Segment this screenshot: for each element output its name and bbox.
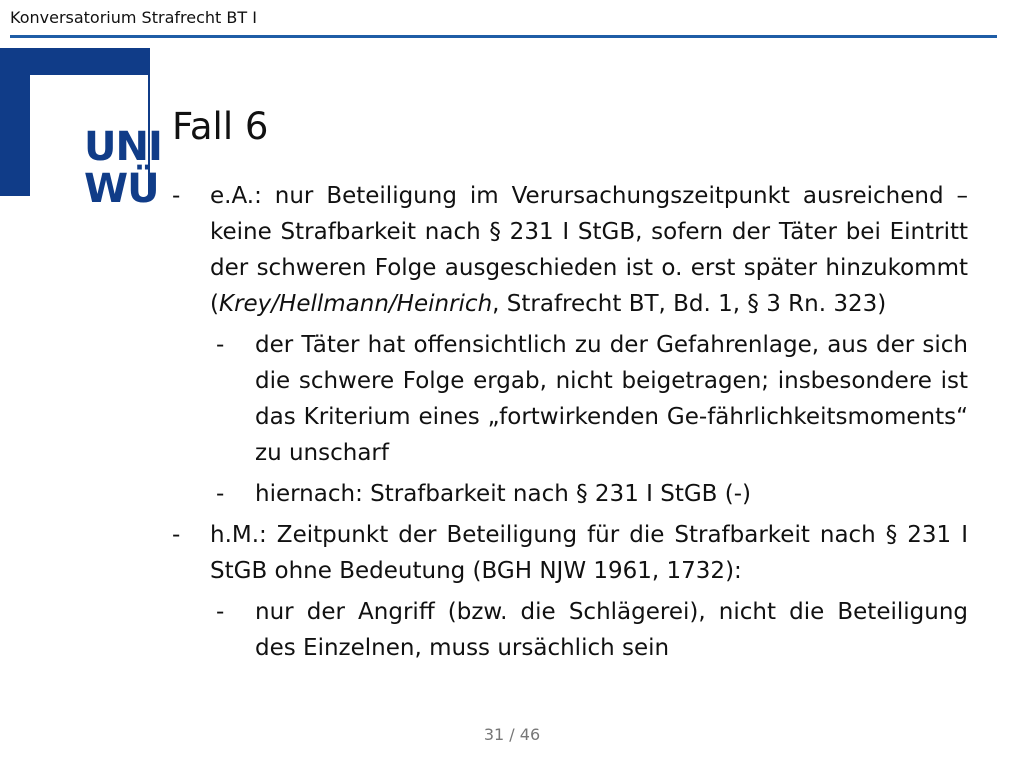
bullet-item: [172, 517, 968, 589]
bullet-dash: -: [172, 183, 181, 209]
bullet-item: [172, 178, 968, 322]
bullet-text-italic: Krey/Hellmann/Heinrich: [218, 291, 493, 317]
logo-line-2: WÜ: [84, 166, 159, 212]
bullet-text: nur der Angriff (bzw. die Schlägerei), nicht die Beteiligung des Einzelnen, muss ursächlich sein: [255, 599, 968, 661]
header-divider: [10, 35, 997, 38]
university-logo: [0, 48, 162, 212]
sub-bullet-item: [172, 476, 968, 512]
slide-title: Fall 6: [172, 105, 269, 148]
bullet-text: h.M.: Zeitpunkt der Beteiligung für die Strafbarkeit nach § 231 I StGB ohne Bedeutung (BGH NJW 1961, 1732):: [210, 522, 968, 584]
bullet-text: hiernach: Strafbarkeit nach § 231 I StGB (-): [255, 481, 752, 507]
bullet-dash: -: [172, 522, 181, 548]
bullet-dash: -: [216, 599, 225, 625]
bullet-text: der Täter hat offensichtlich zu der Gefahrenlage, aus der sich die schwere Folge ergab, nicht beigetragen; insbesondere ist das Kriterium eines „fortwirkenden Ge-fährlichkeitsmoments“ zu unscharf: [255, 332, 968, 466]
bullet-dash: -: [216, 481, 225, 507]
sub-bullet-item: [172, 327, 968, 471]
logo-line-1: UNI: [84, 124, 162, 170]
page-number: 31 / 46: [483, 725, 541, 744]
header-title: Konversatorium Strafrecht BT I: [10, 8, 257, 27]
slide-content: [172, 178, 968, 666]
logo-text: [84, 126, 162, 210]
bullet-dash: -: [216, 332, 225, 358]
bullet-text-part: , Strafrecht BT, Bd. 1, § 3 Rn. 323): [492, 291, 887, 317]
bullet-text: [210, 178, 968, 322]
bullet-text-part: e.A.: nur Beteiligung im Verursachungszeitpunkt ausreichend – keine Strafbarkeit nach § 231 I StGB, sofern der Täter bei Eintritt der schweren Folge ausgeschieden ist o. erst später hinzukommt (: [210, 183, 968, 317]
sub-bullet-item: [172, 594, 968, 666]
